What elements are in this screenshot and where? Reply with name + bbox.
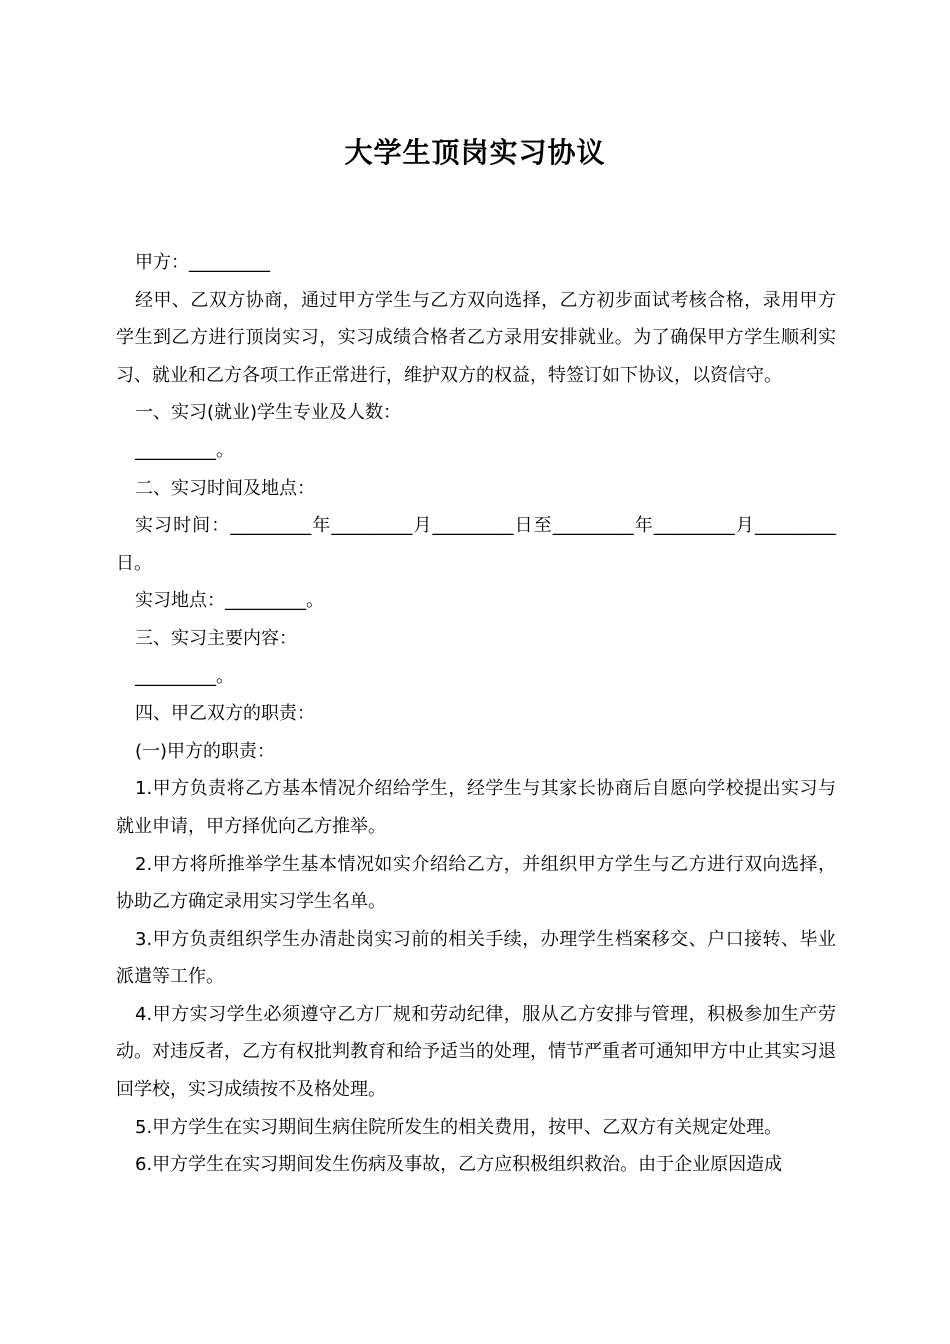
document-body bbox=[116, 244, 836, 1184]
blank-line-majors: _________。 bbox=[135, 439, 234, 461]
section-heading-1: 一、实习(就业)学生专业及人数： bbox=[135, 402, 402, 424]
party-a-line: 甲方：_________ bbox=[135, 252, 270, 273]
subsection-heading-party-a: (一)甲方的职责： bbox=[135, 740, 276, 762]
clause-5: 5.甲方学生在实习期间生病住院所发生的相关费用，按甲、乙双方有关规定处理。 bbox=[135, 1116, 783, 1138]
preamble-paragraph: 经甲、乙双方协商，通过甲方学生与乙方双向选择，乙方初步面试考核合格，录用甲方学生到乙方进行顶岗实习，实习成绩合格者乙方录用安排就业。为了确保甲方学生顺利实习、就业和乙方各项工作正常进行，维护双方的权益，特签订如下协议，以资信守。 bbox=[116, 289, 836, 386]
section-heading-2: 二、实习时间及地点： bbox=[135, 477, 315, 499]
section-heading-4: 四、甲乙双方的职责： bbox=[135, 703, 315, 725]
internship-time-line: 实习时间：_________年_________月_________日至_________年_________月_________日。 bbox=[116, 515, 836, 574]
document-title: 大学生顶岗实习协议 bbox=[344, 136, 606, 169]
clause-4: 4.甲方实习学生必须遵守乙方厂规和劳动纪律，服从乙方安排与管理，积极参加生产劳动。对违反者，乙方有权批判教育和给予适当的处理，情节严重者可通知甲方中止其实习退回学校，实习成绩按不及格处理。 bbox=[116, 1003, 836, 1101]
clause-2: 2.甲方将所推举学生基本情况如实介绍给乙方，并组织甲方学生与乙方进行双向选择，协助乙方确定录用实习学生名单。 bbox=[116, 853, 836, 913]
clause-6: 6.甲方学生在实习期间发生伤病及事故，乙方应积极组织救治。由于企业原因造成 bbox=[135, 1154, 783, 1176]
blank-line-content: _________。 bbox=[135, 665, 234, 687]
internship-location-line: 实习地点：_________。 bbox=[135, 590, 324, 612]
section-heading-3: 三、实习主要内容： bbox=[135, 627, 297, 649]
clause-1: 1.甲方负责将乙方基本情况介绍给学生，经学生与其家长协商后自愿向学校提出实习与就业申请，甲方择优向乙方推举。 bbox=[116, 778, 836, 837]
clause-3: 3.甲方负责组织学生办清赴岗实习前的相关手续，办理学生档案移交、户口接转、毕业派遣等工作。 bbox=[116, 928, 836, 988]
